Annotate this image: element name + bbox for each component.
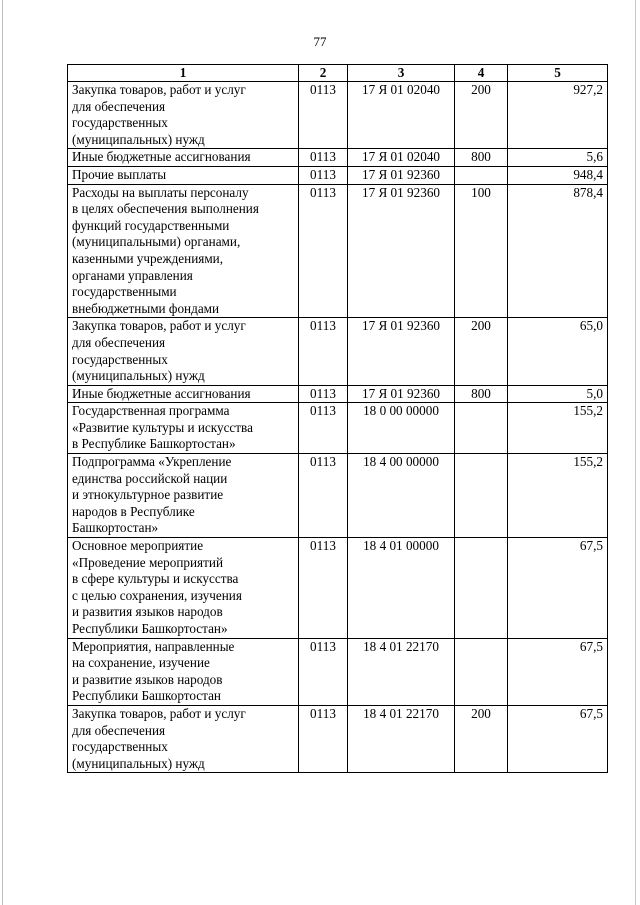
row-section-cell: 0113 — [299, 318, 348, 385]
row-amount-cell: 927,2 — [508, 82, 608, 149]
row-name-line: и развитие языков народов — [72, 671, 223, 687]
row-name-line: внебюджетными фондами — [72, 300, 220, 316]
table-row — [68, 385, 608, 403]
row-name-line: на сохранение, изучение — [72, 655, 210, 671]
table-row — [68, 638, 608, 705]
row-name-line: в Республике Башкортостан» — [72, 436, 236, 452]
row-name-cell — [68, 318, 299, 385]
row-section-cell: 0113 — [299, 705, 348, 772]
row-name-line: Республики Башкортостан — [72, 688, 221, 704]
row-target-cell: 17 Я 01 92360 — [348, 184, 455, 318]
row-name-line: казенными учреждениями, — [72, 250, 224, 266]
row-amount-cell: 155,2 — [508, 403, 608, 454]
table-body — [68, 82, 608, 773]
row-target-cell: 18 4 01 22170 — [348, 705, 455, 772]
row-target-cell: 17 Я 01 02040 — [348, 82, 455, 149]
row-name-line: народов в Республике — [72, 503, 195, 519]
row-target-cell: 18 4 01 22170 — [348, 638, 455, 705]
row-section-cell: 0113 — [299, 638, 348, 705]
row-name-line: государственными — [72, 284, 177, 300]
row-target-cell: 18 4 00 00000 — [348, 454, 455, 538]
table-header-row — [68, 65, 608, 82]
row-amount-cell: 878,4 — [508, 184, 608, 318]
row-amount-cell: 67,5 — [508, 705, 608, 772]
row-name-line: для обеспечения — [72, 334, 166, 350]
row-name-line: (муниципальными) органами, — [72, 234, 241, 250]
budget-table — [67, 64, 608, 773]
table-row — [68, 538, 608, 639]
row-name-line: государственных — [72, 739, 168, 755]
row-target-cell: 17 Я 01 92360 — [348, 385, 455, 403]
row-name-line: Иные бюджетные ассигнования — [72, 385, 251, 401]
row-name-line: в сфере культуры и искусства — [72, 571, 239, 587]
row-kind-cell — [455, 454, 508, 538]
page-number: 77 — [313, 34, 327, 49]
row-name-cell — [68, 149, 299, 167]
column-header-kind: 4 — [455, 65, 508, 82]
row-name-line: Мероприятия, направленные — [72, 638, 235, 654]
table-row — [68, 149, 608, 167]
column-header-section: 2 — [299, 65, 348, 82]
row-section-cell: 0113 — [299, 82, 348, 149]
row-name-cell — [68, 538, 299, 639]
row-name-line: для обеспечения — [72, 98, 166, 114]
column-header-name: 1 — [68, 65, 299, 82]
column-header-amount: 5 — [508, 65, 608, 82]
row-name-line: Иные бюджетные ассигнования — [72, 149, 251, 165]
row-name-line: государственных — [72, 115, 168, 131]
table-row — [68, 82, 608, 149]
scan-edge-right — [635, 0, 636, 905]
row-amount-cell: 65,0 — [508, 318, 608, 385]
row-name-line: Закупка товаров, работ и услуг — [72, 318, 246, 334]
row-name-line: Основное мероприятие — [72, 538, 204, 554]
row-name-line: и развития языков народов — [72, 604, 223, 620]
row-name-cell — [68, 166, 299, 184]
row-section-cell: 0113 — [299, 166, 348, 184]
row-name-line: Государственная программа — [72, 403, 230, 419]
row-name-cell — [68, 454, 299, 538]
row-name-cell — [68, 638, 299, 705]
row-name-line: Расходы на выплаты персоналу — [72, 184, 249, 200]
row-name-cell — [68, 82, 299, 149]
row-kind-cell: 200 — [455, 705, 508, 772]
row-section-cell: 0113 — [299, 538, 348, 639]
row-amount-cell: 67,5 — [508, 538, 608, 639]
table-row — [68, 318, 608, 385]
row-name-cell — [68, 184, 299, 318]
row-name-line: государственных — [72, 351, 168, 367]
table-row — [68, 184, 608, 318]
table-row — [68, 403, 608, 454]
row-name-line: единства российской нации — [72, 470, 228, 486]
row-section-cell: 0113 — [299, 454, 348, 538]
row-name-line: и этнокультурное развитие — [72, 487, 224, 503]
row-target-cell: 17 Я 01 02040 — [348, 149, 455, 167]
scan-edge-left — [2, 0, 3, 905]
row-kind-cell — [455, 403, 508, 454]
row-name-line: для обеспечения — [72, 722, 166, 738]
row-section-cell: 0113 — [299, 385, 348, 403]
row-name-line: Башкортостан» — [72, 520, 159, 536]
row-name-line: Закупка товаров, работ и услуг — [72, 705, 246, 721]
row-target-cell: 17 Я 01 92360 — [348, 166, 455, 184]
row-section-cell: 0113 — [299, 149, 348, 167]
table-row — [68, 705, 608, 772]
row-name-line: Закупка товаров, работ и услуг — [72, 82, 246, 97]
table-row — [68, 454, 608, 538]
row-name-cell — [68, 705, 299, 772]
row-section-cell: 0113 — [299, 184, 348, 318]
row-kind-cell — [455, 166, 508, 184]
row-kind-cell — [455, 538, 508, 639]
row-kind-cell: 800 — [455, 149, 508, 167]
row-name-cell — [68, 385, 299, 403]
row-target-cell: 18 0 00 00000 — [348, 403, 455, 454]
row-target-cell: 18 4 01 00000 — [348, 538, 455, 639]
row-name-line: в целях обеспечения выполнения — [72, 201, 259, 217]
row-amount-cell: 5,0 — [508, 385, 608, 403]
row-name-line: органами управления — [72, 267, 193, 283]
row-kind-cell — [455, 638, 508, 705]
column-header-target: 3 — [348, 65, 455, 82]
row-section-cell: 0113 — [299, 403, 348, 454]
row-name-line: с целью сохранения, изучения — [72, 587, 242, 603]
row-kind-cell: 200 — [455, 82, 508, 149]
row-amount-cell: 67,5 — [508, 638, 608, 705]
row-name-line: (муниципальных) нужд — [72, 755, 205, 771]
row-kind-cell: 200 — [455, 318, 508, 385]
row-name-line: (муниципальных) нужд — [72, 131, 205, 147]
row-name-line: Прочие выплаты — [72, 166, 167, 182]
row-target-cell: 17 Я 01 92360 — [348, 318, 455, 385]
row-amount-cell: 5,6 — [508, 149, 608, 167]
row-name-line: «Развитие культуры и искусства — [72, 419, 253, 435]
row-name-line: Республики Башкортостан» — [72, 621, 228, 636]
row-name-line: (муниципальных) нужд — [72, 368, 205, 384]
row-amount-cell: 155,2 — [508, 454, 608, 538]
row-kind-cell: 800 — [455, 385, 508, 403]
row-name-line: функций государственными — [72, 217, 230, 233]
row-name-line: Подпрограмма «Укрепление — [72, 454, 232, 470]
row-name-cell — [68, 403, 299, 454]
row-amount-cell: 948,4 — [508, 166, 608, 184]
table-row — [68, 166, 608, 184]
row-name-line: «Проведение мероприятий — [72, 554, 223, 570]
row-kind-cell: 100 — [455, 184, 508, 318]
